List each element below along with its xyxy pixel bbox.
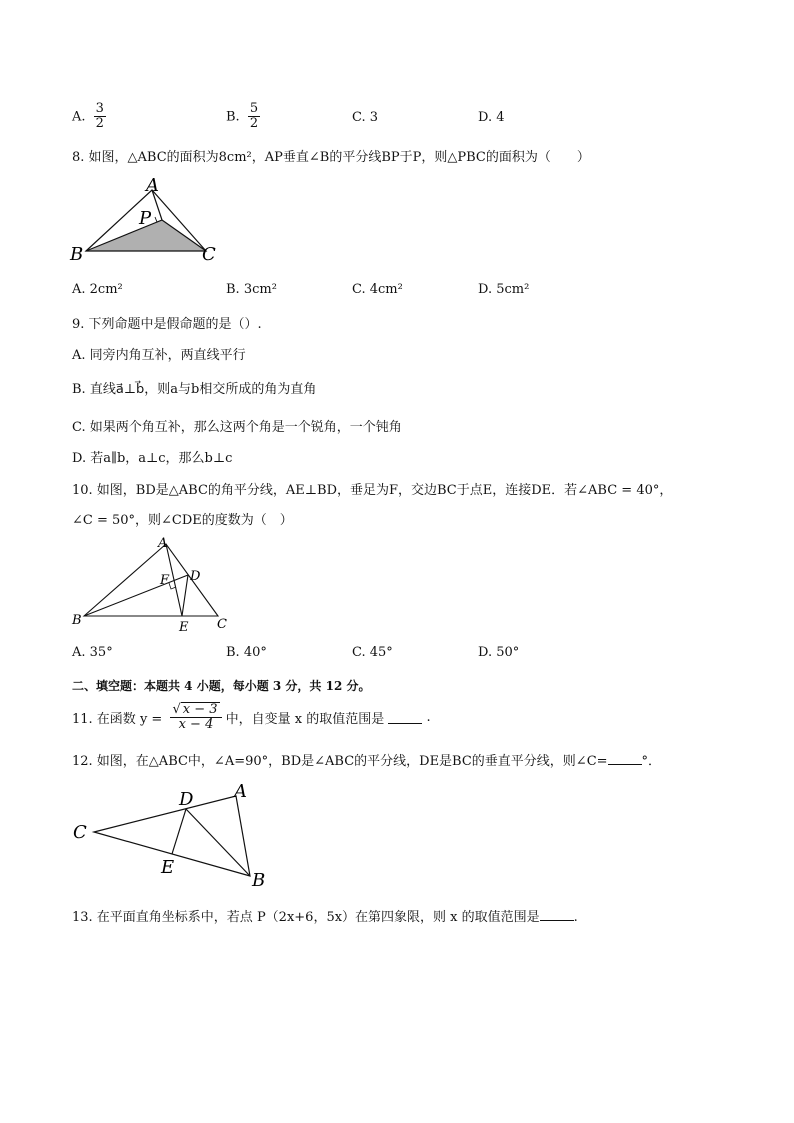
q9-option-b: B. 直线a⃗⊥b⃗，则a与b相交所成的角为直角: [72, 382, 317, 397]
q11-fraction: [170, 702, 221, 733]
q7-option-b-label: B.: [226, 109, 240, 125]
q12-label-e: E: [161, 857, 175, 878]
q10-label-e: E: [179, 620, 189, 634]
q8-option-a: A. 2cm²: [72, 282, 123, 297]
q13-end: .: [573, 910, 578, 925]
q11-radicand: x − 3: [182, 702, 218, 717]
q7-option-d: D. 4: [478, 110, 505, 125]
q8-figure: [66, 176, 226, 266]
q7-option-a-fraction: [94, 102, 106, 132]
q10-stem-line2: ∠C = 50°，则∠CDE的度数为（ ）: [72, 513, 293, 528]
q12-label-d: D: [179, 789, 194, 810]
q10-options: [72, 645, 732, 663]
q12-label-a: A: [234, 781, 247, 802]
q8-option-b: B. 3cm²: [226, 282, 277, 297]
q9-stem: 9. 下列命题中是假命题的是（）.: [72, 317, 262, 332]
q8-options: [72, 282, 732, 300]
q10-figure: [68, 534, 238, 634]
q10-option-b: B. 40°: [226, 645, 267, 660]
q8-label-p: P: [139, 208, 152, 229]
q11-answer-blank[interactable]: [388, 711, 422, 724]
q7-option-b: [226, 102, 260, 132]
q9-option-a: A. 同旁内角互补，两直线平行: [72, 348, 246, 363]
q7-option-c: C. 3: [352, 110, 379, 125]
q11-numerator: √ x − 3: [170, 702, 221, 718]
q12-segment-de: [172, 809, 186, 854]
q7-option-b-fraction: [248, 102, 260, 132]
q8-label-b: B: [70, 244, 84, 265]
q12-figure: [68, 778, 278, 892]
q9-option-c: C. 如果两个角互补，那么这两个角是一个锐角，一个钝角: [72, 420, 402, 435]
q8-stem: 8. 如图，△ABC的面积为8cm²，AP垂直∠B的平分线BP于P，则△PBC的面积为（ ）: [72, 150, 590, 165]
q11-prefix: 11. 在函数 y =: [72, 711, 163, 727]
q10-label-d: D: [190, 569, 201, 584]
q7-option-a: [72, 102, 106, 132]
q12-end: °．: [641, 754, 662, 769]
q10-label-c: C: [217, 617, 227, 632]
q8-label-a: A: [146, 176, 159, 196]
q8-option-c: C. 4cm²: [352, 282, 403, 297]
q7-option-a-denominator: 2: [95, 116, 104, 132]
q13: [72, 906, 578, 925]
q12-stem: 12. 如图，在△ABC中，∠A=90°，BD是∠ABC的平分线，DE是BC的垂直平分线，则∠C=: [72, 754, 608, 769]
q13-stem: 13. 在平面直角坐标系中，若点 P（2x+6，5x）在第四象限，则 x 的取值范围是: [72, 910, 540, 925]
q11-end: .: [426, 709, 431, 725]
q10-label-f: F: [160, 573, 170, 588]
q10-segment-bd: [84, 575, 188, 616]
q8-option-d: D. 5cm²: [478, 282, 530, 297]
q10-option-c: C. 45°: [352, 645, 393, 660]
q10-segment-de: [182, 575, 188, 616]
q7-options: [72, 102, 732, 136]
section2-heading: 二、填空题：本题共 4 小题，每小题 3 分，共 12 分。: [72, 679, 371, 693]
q8-label-c: C: [202, 244, 216, 265]
q9-option-d: D. 若a∥b，a⊥c，那么b⊥c: [72, 451, 233, 466]
q12-label-c: C: [73, 822, 87, 843]
q10-label-b: B: [72, 613, 82, 628]
q11-suffix: 中，自变量 x 的取值范围是: [225, 711, 385, 727]
q10-option-a: A. 35°: [72, 645, 113, 660]
q7-option-b-numerator: 5: [249, 101, 259, 116]
q10-label-a: A: [158, 536, 168, 551]
q7-option-a-numerator: 3: [95, 101, 104, 116]
q11: [72, 702, 431, 740]
q12: [72, 750, 661, 769]
q13-answer-blank[interactable]: [540, 908, 574, 921]
q10-stem-line1: 10. 如图，BD是△ABC的角平分线，AE⊥BD，垂足为F，交边BC于点E，连接DE．若∠ABC = 40°，: [72, 483, 673, 498]
q12-answer-blank[interactable]: [608, 752, 642, 765]
q12-label-b: B: [252, 870, 266, 891]
q7-option-b-denominator: 2: [249, 116, 259, 132]
q7-option-a-label: A.: [72, 109, 86, 125]
q11-denominator: x − 4: [178, 717, 214, 733]
q10-option-d: D. 50°: [478, 645, 520, 660]
